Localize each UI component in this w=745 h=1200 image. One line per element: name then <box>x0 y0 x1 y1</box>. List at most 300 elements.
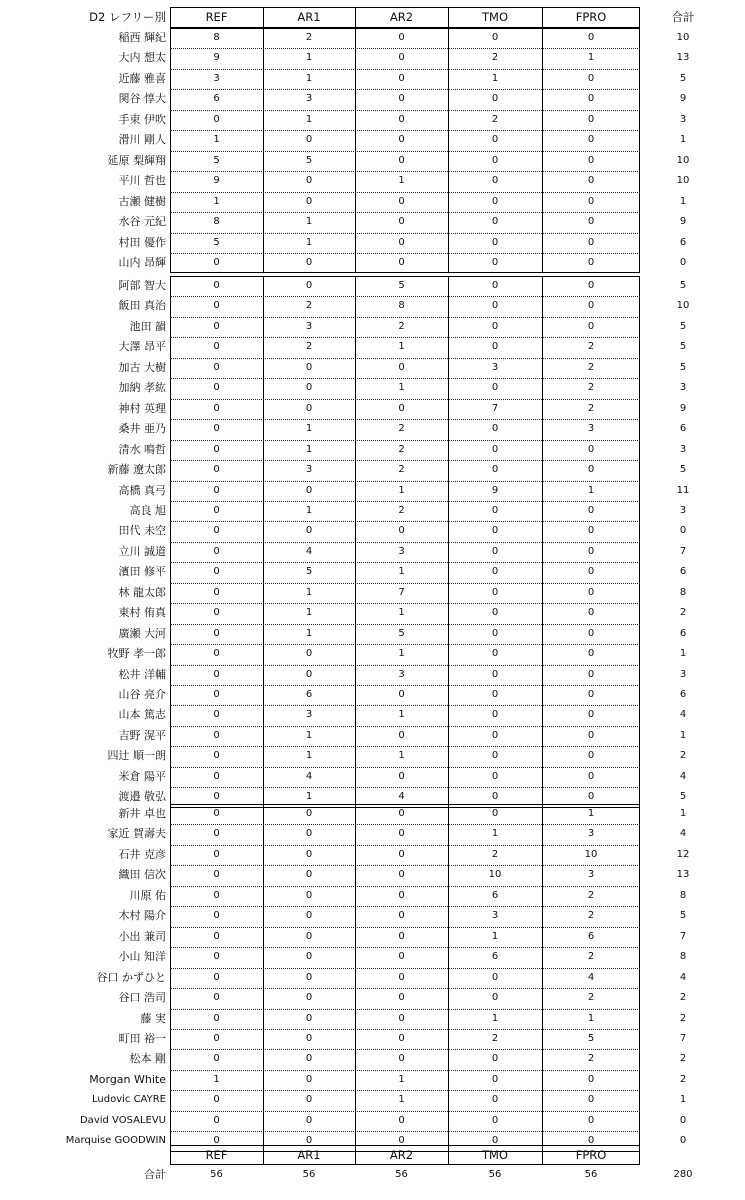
count-cell-tmo: 0 <box>491 134 499 146</box>
count-cell-ar1: 1 <box>305 52 313 64</box>
row-total: 7 <box>679 545 687 557</box>
count-cell-ar1: 0 <box>305 808 313 819</box>
count-cell-ar1: 0 <box>305 195 313 207</box>
referee-name: 新井 卓也 <box>118 807 166 820</box>
count-cell-fpro: 0 <box>587 770 595 782</box>
count-cell-ar1: 0 <box>305 484 313 496</box>
referee-name: 渡邉 敬弘 <box>118 790 166 804</box>
referee-name: 神村 英理 <box>118 401 166 415</box>
count-cell-ref: 0 <box>213 1135 220 1147</box>
count-cell-fpro: 0 <box>587 1094 595 1106</box>
count-cell-ar2: 0 <box>398 216 405 228</box>
count-cell-tmo: 0 <box>491 280 499 291</box>
referee-name: 山本 篤志 <box>118 708 166 722</box>
footer-total-label: 合計 <box>144 1168 166 1181</box>
count-cell-ar2: 7 <box>398 586 405 598</box>
count-cell-ar2: 0 <box>398 154 405 166</box>
count-cell-ref: 0 <box>213 320 220 332</box>
count-cell-ar1: 0 <box>305 1135 313 1147</box>
row-total: 5 <box>679 910 687 922</box>
count-cell-ar1: 0 <box>305 828 313 840</box>
count-cell-ref: 0 <box>213 668 220 680</box>
count-cell-ref: 0 <box>213 971 220 983</box>
row-total: 1 <box>679 1094 687 1106</box>
count-cell-tmo: 0 <box>491 154 499 166</box>
count-cell-ar2: 0 <box>398 729 405 741</box>
count-cell-ar1: 3 <box>305 464 313 476</box>
count-cell-fpro: 1 <box>587 808 595 819</box>
count-cell-ar2: 0 <box>398 1032 405 1044</box>
referee-name: 阿部 智大 <box>118 279 166 292</box>
row-total: 7 <box>679 1032 687 1044</box>
count-cell-ar2: 2 <box>398 504 405 516</box>
count-cell-ref: 0 <box>213 889 220 901</box>
count-cell-ref: 9 <box>213 52 220 64</box>
count-cell-ref: 0 <box>213 627 220 639</box>
row-total: 4 <box>679 770 687 782</box>
referee-name: 関谷 惇大 <box>118 92 166 106</box>
count-cell-ar2: 1 <box>398 607 405 619</box>
referee-name: 稲西 輝紀 <box>118 31 166 44</box>
row-total: 9 <box>679 93 687 105</box>
count-cell-ref: 0 <box>213 484 220 496</box>
row-total: 4 <box>679 709 687 721</box>
referee-name: 延原 梨輝翔 <box>107 153 166 167</box>
count-cell-tmo: 0 <box>491 770 499 782</box>
count-cell-fpro: 0 <box>587 1073 595 1085</box>
count-cell-ar2: 0 <box>398 992 405 1004</box>
referee-name: 滑川 剛人 <box>118 133 166 147</box>
referee-name: 牧野 孝一郎 <box>107 647 166 661</box>
count-cell-ar2: 0 <box>398 1135 405 1147</box>
count-cell-ar2: 4 <box>398 791 405 803</box>
referee-name: 濱田 修平 <box>118 565 166 579</box>
row-total: 6 <box>679 566 687 578</box>
count-cell-ref: 0 <box>213 828 220 840</box>
referee-name: 山谷 亮介 <box>118 688 166 701</box>
count-cell-ar2: 0 <box>398 1114 405 1126</box>
count-cell-ar1: 3 <box>305 93 313 105</box>
row-total: 1 <box>679 195 687 207</box>
count-cell-fpro: 0 <box>587 113 595 125</box>
row-total: 8 <box>679 586 687 598</box>
count-cell-ar1: 0 <box>305 1094 313 1106</box>
count-cell-fpro: 10 <box>584 848 598 860</box>
referee-name: 大内 想太 <box>118 51 166 65</box>
count-cell-tmo: 0 <box>491 341 499 353</box>
count-cell-tmo: 2 <box>491 848 499 860</box>
count-cell-tmo: 0 <box>491 668 499 680</box>
count-cell-ar1: 1 <box>305 607 313 619</box>
footer-sum-ar1: 56 <box>302 1169 316 1180</box>
count-cell-fpro: 5 <box>587 1032 595 1044</box>
count-cell-tmo: 0 <box>491 1053 499 1065</box>
count-cell-fpro: 0 <box>587 464 595 476</box>
row-total: 4 <box>679 828 687 840</box>
row-total: 6 <box>679 423 687 435</box>
row-total: 9 <box>679 402 687 414</box>
row-total: 8 <box>679 889 687 901</box>
count-cell-ref: 0 <box>213 930 220 942</box>
count-cell-ref: 0 <box>213 1012 220 1024</box>
referee-name: 加古 大樹 <box>118 360 166 374</box>
referee-name: 家近 賀壽夫 <box>107 827 166 841</box>
row-total: 5 <box>679 320 687 332</box>
count-cell-ar2: 3 <box>398 545 405 557</box>
count-cell-tmo: 0 <box>491 992 499 1004</box>
referee-name: 新藤 遼太郎 <box>107 463 166 477</box>
count-cell-ar1: 3 <box>305 320 313 332</box>
count-cell-ar2: 1 <box>398 484 405 496</box>
row-total: 9 <box>679 216 687 228</box>
referee-name: 東村 侑真 <box>118 606 166 620</box>
count-cell-ref: 0 <box>213 1053 220 1065</box>
count-cell-tmo: 10 <box>488 869 502 881</box>
count-cell-fpro: 0 <box>587 689 595 700</box>
count-cell-fpro: 2 <box>587 951 595 963</box>
count-cell-ar1: 0 <box>305 382 313 394</box>
count-cell-ar2: 0 <box>398 770 405 782</box>
row-total: 5 <box>679 791 687 803</box>
count-cell-ar2: 1 <box>398 709 405 721</box>
count-cell-ar1: 2 <box>305 300 313 312</box>
referee-name: 谷口 浩司 <box>118 991 166 1005</box>
count-cell-ref: 5 <box>213 154 220 166</box>
row-total: 3 <box>679 113 687 125</box>
count-cell-ref: 0 <box>213 113 220 125</box>
count-cell-ar1: 0 <box>305 525 313 537</box>
count-cell-fpro: 0 <box>587 216 595 228</box>
count-cell-tmo: 0 <box>491 1094 499 1106</box>
count-cell-ref: 0 <box>213 504 220 516</box>
count-cell-fpro: 0 <box>587 443 595 455</box>
count-cell-ar1: 0 <box>305 1032 313 1044</box>
count-cell-ar2: 0 <box>398 828 405 840</box>
referee-name: 松井 洋輔 <box>118 667 166 681</box>
count-cell-tmo: 0 <box>491 607 499 619</box>
count-cell-ar2: 0 <box>398 689 405 700</box>
count-cell-ref: 0 <box>213 382 220 394</box>
count-cell-fpro: 3 <box>587 423 595 435</box>
count-cell-fpro: 0 <box>587 134 595 146</box>
count-cell-tmo: 0 <box>491 464 499 476</box>
count-cell-ref: 1 <box>213 134 220 146</box>
count-cell-ar1: 1 <box>305 504 313 516</box>
column-header-tmo: TMO <box>482 10 508 24</box>
count-cell-ref: 5 <box>213 236 220 248</box>
count-cell-ar1: 2 <box>305 32 313 43</box>
count-cell-fpro: 4 <box>587 971 595 983</box>
row-total: 1 <box>679 729 687 741</box>
count-cell-ref: 0 <box>213 300 220 312</box>
count-cell-ar2: 1 <box>398 1073 405 1085</box>
referee-name: 村田 優作 <box>118 235 166 249</box>
count-cell-tmo: 1 <box>491 930 499 942</box>
count-cell-tmo: 0 <box>491 195 499 207</box>
count-cell-ar2: 5 <box>398 627 405 639</box>
count-cell-tmo: 1 <box>491 72 499 84</box>
count-cell-ar1: 0 <box>305 869 313 881</box>
column-header-ref: REF <box>205 10 228 24</box>
count-cell-ar1: 0 <box>305 648 313 660</box>
row-total: 3 <box>679 443 687 455</box>
column-header-fpro: FPRO <box>575 10 607 24</box>
referee-name: 松本 剛 <box>129 1052 166 1066</box>
count-cell-fpro: 3 <box>587 828 595 840</box>
row-total: 10 <box>676 175 690 187</box>
count-cell-ar2: 5 <box>398 280 405 291</box>
count-cell-tmo: 0 <box>491 300 499 312</box>
count-cell-ar2: 0 <box>398 889 405 901</box>
count-cell-ref: 0 <box>213 443 220 455</box>
count-cell-ar2: 1 <box>398 750 405 762</box>
count-cell-ar1: 1 <box>305 113 313 125</box>
footer-column-label-fpro: FPRO <box>575 1148 607 1162</box>
referee-name: 水谷 元紀 <box>118 215 166 229</box>
count-cell-tmo: 7 <box>491 402 499 414</box>
column-divider <box>263 7 264 28</box>
count-cell-ar1: 0 <box>305 1114 313 1126</box>
count-cell-tmo: 6 <box>491 889 499 901</box>
row-total: 0 <box>679 1135 687 1147</box>
count-cell-ref: 1 <box>213 195 220 207</box>
row-total: 5 <box>679 341 687 353</box>
count-cell-tmo: 0 <box>491 32 499 43</box>
count-cell-ar2: 1 <box>398 648 405 660</box>
row-total: 5 <box>679 464 687 476</box>
count-cell-ar2: 0 <box>398 93 405 105</box>
footer-sum-ref: 56 <box>210 1169 223 1180</box>
count-cell-ar2: 1 <box>398 1094 405 1106</box>
count-cell-tmo: 0 <box>491 627 499 639</box>
count-cell-ar2: 2 <box>398 443 405 455</box>
count-cell-fpro: 2 <box>587 341 595 353</box>
count-cell-tmo: 1 <box>491 1012 499 1024</box>
count-cell-ar1: 4 <box>305 545 313 557</box>
column-divider <box>542 7 543 28</box>
referee-name: 吉野 滉平 <box>118 728 166 742</box>
referee-name: 桑井 亜乃 <box>118 422 166 436</box>
row-total: 11 <box>676 484 690 496</box>
count-cell-ar1: 0 <box>305 280 313 291</box>
count-cell-fpro: 0 <box>587 545 595 557</box>
count-cell-ar2: 0 <box>398 52 405 64</box>
row-total: 5 <box>679 361 687 373</box>
count-cell-ar2: 0 <box>398 134 405 146</box>
count-cell-ref: 0 <box>213 341 220 353</box>
referee-name: 木村 陽介 <box>118 909 166 923</box>
count-cell-fpro: 0 <box>587 709 595 721</box>
count-cell-fpro: 0 <box>587 607 595 619</box>
row-total: 8 <box>679 951 687 963</box>
count-cell-ar1: 0 <box>305 668 313 680</box>
count-cell-tmo: 0 <box>491 175 499 187</box>
count-cell-ar1: 0 <box>305 134 313 146</box>
count-cell-tmo: 3 <box>491 910 499 922</box>
referee-name: 清水 鳴哲 <box>118 442 166 456</box>
count-cell-ar1: 6 <box>305 689 313 700</box>
referee-name: 川原 佑 <box>129 888 166 902</box>
total-header: 合計 <box>671 10 695 24</box>
count-cell-ar1: 0 <box>305 175 313 187</box>
count-cell-ar2: 0 <box>398 1012 405 1024</box>
count-cell-ref: 8 <box>213 216 220 228</box>
count-cell-fpro: 3 <box>587 869 595 881</box>
count-cell-ref: 0 <box>213 709 220 721</box>
count-cell-ar1: 0 <box>305 992 313 1004</box>
count-cell-tmo: 0 <box>491 1135 499 1147</box>
count-cell-ref: 0 <box>213 256 220 268</box>
count-cell-ar1: 1 <box>305 236 313 248</box>
count-cell-ar1: 0 <box>305 951 313 963</box>
count-cell-ar2: 0 <box>398 402 405 414</box>
referee-name: 織田 信次 <box>118 868 166 882</box>
count-cell-tmo: 0 <box>491 93 499 105</box>
count-cell-fpro: 2 <box>587 992 595 1004</box>
count-cell-ref: 0 <box>213 545 220 557</box>
count-cell-ar1: 4 <box>305 770 313 782</box>
row-total: 2 <box>679 607 687 619</box>
referee-name: 小山 知洋 <box>118 950 166 964</box>
count-cell-ref: 0 <box>213 1032 220 1044</box>
count-cell-ar1: 1 <box>305 586 313 598</box>
count-cell-fpro: 1 <box>587 1012 595 1024</box>
count-cell-ref: 0 <box>213 848 220 860</box>
count-cell-ar2: 0 <box>398 869 405 881</box>
count-cell-fpro: 0 <box>587 791 595 803</box>
count-cell-tmo: 9 <box>491 484 499 496</box>
count-cell-ar2: 1 <box>398 566 405 578</box>
count-cell-fpro: 2 <box>587 889 595 901</box>
count-cell-ar1: 1 <box>305 627 313 639</box>
count-cell-tmo: 0 <box>491 320 499 332</box>
count-cell-tmo: 6 <box>491 951 499 963</box>
row-total: 10 <box>676 300 690 312</box>
row-total: 3 <box>679 382 687 394</box>
count-cell-fpro: 2 <box>587 402 595 414</box>
count-cell-ar1: 0 <box>305 1012 313 1024</box>
referee-name: Ludovic CAYRE <box>92 1094 166 1106</box>
row-total: 13 <box>676 869 690 881</box>
referee-name: 大澤 昂平 <box>118 340 166 354</box>
row-total: 2 <box>679 750 687 762</box>
row-total: 3 <box>679 668 687 680</box>
count-cell-ref: 0 <box>213 910 220 922</box>
count-cell-ref: 0 <box>213 648 220 660</box>
count-cell-ar1: 0 <box>305 402 313 414</box>
row-total: 13 <box>676 52 690 64</box>
count-cell-ar1: 2 <box>305 341 313 353</box>
count-cell-ar2: 0 <box>398 848 405 860</box>
count-cell-ar1: 0 <box>305 848 313 860</box>
row-total: 0 <box>679 525 687 537</box>
count-cell-ar1: 1 <box>305 750 313 762</box>
row-total: 7 <box>679 930 687 942</box>
count-cell-ar1: 1 <box>305 443 313 455</box>
count-cell-ar1: 0 <box>305 256 313 268</box>
count-cell-ar1: 0 <box>305 361 313 373</box>
count-cell-tmo: 3 <box>491 361 499 373</box>
count-cell-ar2: 0 <box>398 236 405 248</box>
count-cell-tmo: 0 <box>491 545 499 557</box>
count-cell-tmo: 0 <box>491 750 499 762</box>
count-cell-fpro: 0 <box>587 648 595 660</box>
referee-name: 立川 誠道 <box>118 544 166 558</box>
count-cell-fpro: 2 <box>587 361 595 373</box>
row-total: 5 <box>679 72 687 84</box>
count-cell-ref: 3 <box>213 72 220 84</box>
count-cell-tmo: 0 <box>491 729 499 741</box>
row-total: 10 <box>676 154 690 166</box>
count-cell-ar1: 3 <box>305 709 313 721</box>
row-total: 2 <box>679 1012 687 1024</box>
count-cell-ar2: 0 <box>398 256 405 268</box>
referee-name: 谷口 かずひと <box>96 970 166 984</box>
count-cell-ref: 0 <box>213 586 220 598</box>
count-cell-fpro: 0 <box>587 256 595 268</box>
count-cell-tmo: 0 <box>491 525 499 537</box>
count-cell-tmo: 0 <box>491 566 499 578</box>
row-total: 2 <box>679 1053 687 1065</box>
row-total: 1 <box>679 808 687 819</box>
count-cell-ar2: 3 <box>398 668 405 680</box>
row-total: 5 <box>679 280 687 291</box>
row-total: 0 <box>679 1114 687 1126</box>
count-cell-tmo: 0 <box>491 648 499 660</box>
count-cell-ref: 0 <box>213 1094 220 1106</box>
count-cell-tmo: 2 <box>491 1032 499 1044</box>
row-total: 6 <box>679 236 687 248</box>
count-cell-ref: 0 <box>213 869 220 881</box>
count-cell-fpro: 0 <box>587 668 595 680</box>
row-total: 3 <box>679 504 687 516</box>
count-cell-fpro: 0 <box>587 1135 595 1147</box>
count-cell-ar1: 5 <box>305 154 313 166</box>
count-cell-ar2: 0 <box>398 951 405 963</box>
count-cell-tmo: 0 <box>491 709 499 721</box>
count-cell-tmo: 0 <box>491 1114 499 1126</box>
count-cell-ref: 8 <box>213 32 220 43</box>
count-cell-fpro: 0 <box>587 504 595 516</box>
count-cell-fpro: 0 <box>587 566 595 578</box>
count-cell-tmo: 0 <box>491 256 499 268</box>
count-cell-ar1: 0 <box>305 930 313 942</box>
referee-name: David VOSALEVU <box>79 1114 166 1126</box>
count-cell-tmo: 0 <box>491 791 499 803</box>
referee-name: 手束 伊吹 <box>118 112 166 126</box>
count-cell-ref: 0 <box>213 689 220 700</box>
count-cell-tmo: 0 <box>491 586 499 598</box>
count-cell-tmo: 2 <box>491 113 499 125</box>
count-cell-tmo: 0 <box>491 504 499 516</box>
count-cell-ar1: 0 <box>305 1073 313 1085</box>
count-cell-ref: 1 <box>213 1073 220 1085</box>
count-cell-fpro: 0 <box>587 1114 595 1126</box>
referee-name: 山内 昂輝 <box>118 255 166 269</box>
count-cell-fpro: 0 <box>587 175 595 187</box>
count-cell-ref: 0 <box>213 280 220 291</box>
count-cell-ref: 0 <box>213 464 220 476</box>
table-title: D2 レフリー別 <box>89 10 166 24</box>
count-cell-fpro: 0 <box>587 32 595 43</box>
referee-name: Morgan White <box>89 1072 166 1086</box>
count-cell-ref: 0 <box>213 423 220 435</box>
row-total: 1 <box>679 648 687 660</box>
row-total: 2 <box>679 1073 687 1085</box>
referee-name: 近藤 雅喜 <box>118 71 166 85</box>
footer-sum-tmo: 56 <box>488 1169 502 1180</box>
count-cell-tmo: 0 <box>491 423 499 435</box>
